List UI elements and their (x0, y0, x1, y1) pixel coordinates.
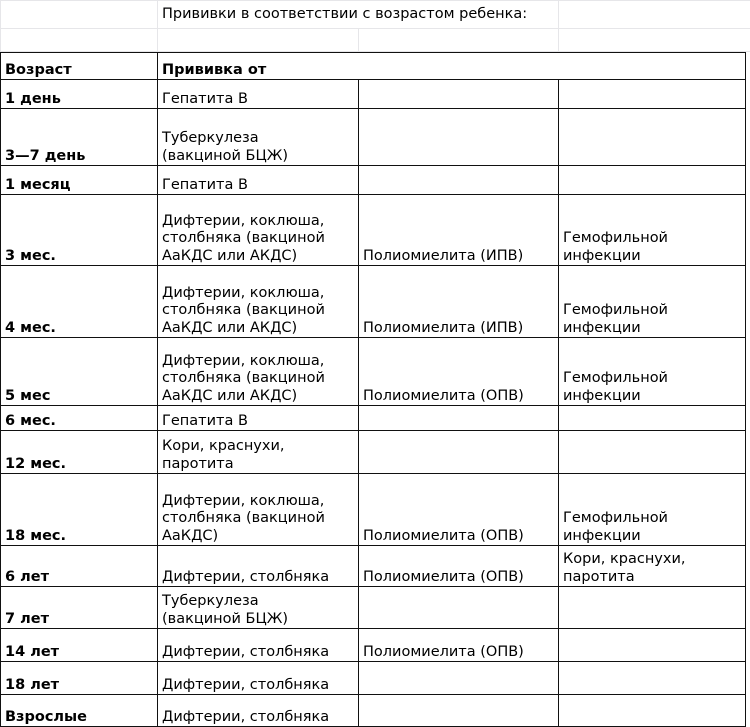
cell-text-line: Гемофильной (563, 510, 743, 528)
cell-text-line: (вакциной БЦЖ) (162, 611, 356, 629)
cell-vaccination (158, 474, 359, 546)
spacer-cell-2 (158, 29, 359, 52)
table-row (1, 662, 746, 695)
table-row (1, 266, 746, 338)
cell-polio (359, 587, 559, 629)
table-row (1, 166, 746, 195)
cell-text-line: столбняка (вакциной (162, 230, 356, 248)
cell-vaccination (158, 695, 359, 727)
cell-age: 14 лет (1, 629, 158, 662)
cell-text-line: паротита (563, 569, 743, 587)
cell-age: 3 мес. (1, 195, 158, 266)
table-row (1, 406, 746, 431)
cell-extra (559, 195, 746, 266)
cell-text-line: Дифтерии, коклюша, (162, 213, 356, 231)
cell-text-line: АаКДС или АКДС) (162, 320, 356, 338)
table-body (1, 80, 746, 727)
cell-polio: Полиомиелита (ИПВ) (359, 266, 559, 338)
cell-text-line: инфекции (563, 320, 743, 338)
cell-text-line: АаКДС) (162, 528, 356, 546)
table-row (1, 80, 746, 109)
cell-polio: Полиомиелита (ОПВ) (359, 338, 559, 406)
cell-vaccination (158, 546, 359, 587)
cell-vaccination (158, 662, 359, 695)
cell-vaccination (158, 338, 359, 406)
cell-age: 18 мес. (1, 474, 158, 546)
cell-text-line: Туберкулеза (162, 593, 356, 611)
cell-polio (359, 431, 559, 474)
cell-text-line: АаКДС или АКДС) (162, 248, 356, 266)
cell-age: 1 день (1, 80, 158, 109)
cell-text-line: столбняка (вакциной (162, 510, 356, 528)
cell-text-line: Кори, краснухи, (563, 551, 743, 569)
table-row (1, 338, 746, 406)
table-row (1, 431, 746, 474)
cell-text-line: Туберкулеза (162, 130, 356, 148)
spacer-row (1, 29, 750, 52)
table-row (1, 474, 746, 546)
cell-polio (359, 80, 559, 109)
cell-polio: Полиомиелита (ОПВ) (359, 546, 559, 587)
cell-extra (559, 431, 746, 474)
cell-text-line: инфекции (563, 528, 743, 546)
cell-vaccination (158, 629, 359, 662)
cell-text-line: Гепатита В (162, 177, 356, 195)
table-head (1, 53, 746, 80)
cell-extra (559, 695, 746, 727)
cell-age: 1 месяц (1, 166, 158, 195)
cell-vaccination (158, 195, 359, 266)
caption-row (1, 1, 750, 29)
cell-text-line: инфекции (563, 248, 743, 266)
caption-spacer-cell (1, 1, 158, 29)
cell-age: 6 лет (1, 546, 158, 587)
cell-extra (559, 406, 746, 431)
cell-extra (559, 166, 746, 195)
cell-text-line: столбняка (вакциной (162, 302, 356, 320)
spacer-cell-1 (1, 29, 158, 52)
table-header-row (1, 53, 746, 80)
cell-polio: Полиомиелита (ОПВ) (359, 474, 559, 546)
table-row (1, 629, 746, 662)
cell-text-line: Гепатита В (162, 413, 356, 431)
cell-text-line: Дифтерии, столбняка (162, 677, 356, 695)
cell-age: 5 мес (1, 338, 158, 406)
cell-vaccination (158, 406, 359, 431)
cell-age: 6 мес. (1, 406, 158, 431)
cell-age: Взрослые (1, 695, 158, 727)
document-caption: Прививки в соответствии с возрастом ребенка: (158, 1, 559, 29)
table-row (1, 587, 746, 629)
cell-text-line: Дифтерии, коклюша, (162, 285, 356, 303)
cell-age: 4 мес. (1, 266, 158, 338)
cell-extra (559, 629, 746, 662)
cell-polio (359, 109, 559, 166)
cell-polio (359, 166, 559, 195)
vaccination-schedule-table (0, 52, 746, 727)
table-row (1, 195, 746, 266)
cell-text-line: Дифтерии, коклюша, (162, 493, 356, 511)
cell-vaccination (158, 266, 359, 338)
cell-vaccination (158, 109, 359, 166)
cell-text-line: Дифтерии, коклюша, (162, 353, 356, 371)
cell-age: 7 лет (1, 587, 158, 629)
cell-polio: Полиомиелита (ИПВ) (359, 195, 559, 266)
cell-text-line: инфекции (563, 388, 743, 406)
spacer-cell-4 (559, 29, 750, 52)
cell-polio (359, 662, 559, 695)
cell-text-line: Гемофильной (563, 370, 743, 388)
cell-polio (359, 695, 559, 727)
cell-polio (359, 406, 559, 431)
cell-vaccination (158, 166, 359, 195)
cell-polio: Полиомиелита (ОПВ) (359, 629, 559, 662)
cell-vaccination (158, 431, 359, 474)
cell-vaccination (158, 80, 359, 109)
caption-trailing-cell (559, 1, 750, 29)
cell-extra (559, 109, 746, 166)
cell-text-line: паротита (162, 456, 356, 474)
cell-text-line: Гемофильной (563, 230, 743, 248)
cell-text-line: (вакциной БЦЖ) (162, 148, 356, 166)
cell-age: 12 мес. (1, 431, 158, 474)
table-row (1, 546, 746, 587)
cell-extra (559, 587, 746, 629)
cell-extra (559, 662, 746, 695)
cell-extra (559, 80, 746, 109)
column-header-age: Возраст (1, 53, 158, 80)
table-row (1, 109, 746, 166)
cell-extra (559, 546, 746, 587)
cell-vaccination (158, 587, 359, 629)
cell-extra (559, 474, 746, 546)
table-row (1, 695, 746, 727)
spacer-cell-3 (359, 29, 559, 52)
sheet-top-strip (0, 0, 750, 52)
cell-text-line: АаКДС или АКДС) (162, 388, 356, 406)
column-header-vaccination: Прививка от (158, 53, 746, 80)
cell-text-line: Гемофильной (563, 302, 743, 320)
cell-text-line: Гепатита В (162, 91, 356, 109)
cell-extra (559, 338, 746, 406)
cell-text-line: Дифтерии, столбняка (162, 569, 356, 587)
cell-text-line: Кори, краснухи, (162, 438, 356, 456)
cell-text-line: столбняка (вакциной (162, 370, 356, 388)
cell-age: 18 лет (1, 662, 158, 695)
cell-text-line: Дифтерии, столбняка (162, 709, 356, 727)
cell-extra (559, 266, 746, 338)
cell-text-line: Дифтерии, столбняка (162, 644, 356, 662)
cell-age: 3—7 день (1, 109, 158, 166)
